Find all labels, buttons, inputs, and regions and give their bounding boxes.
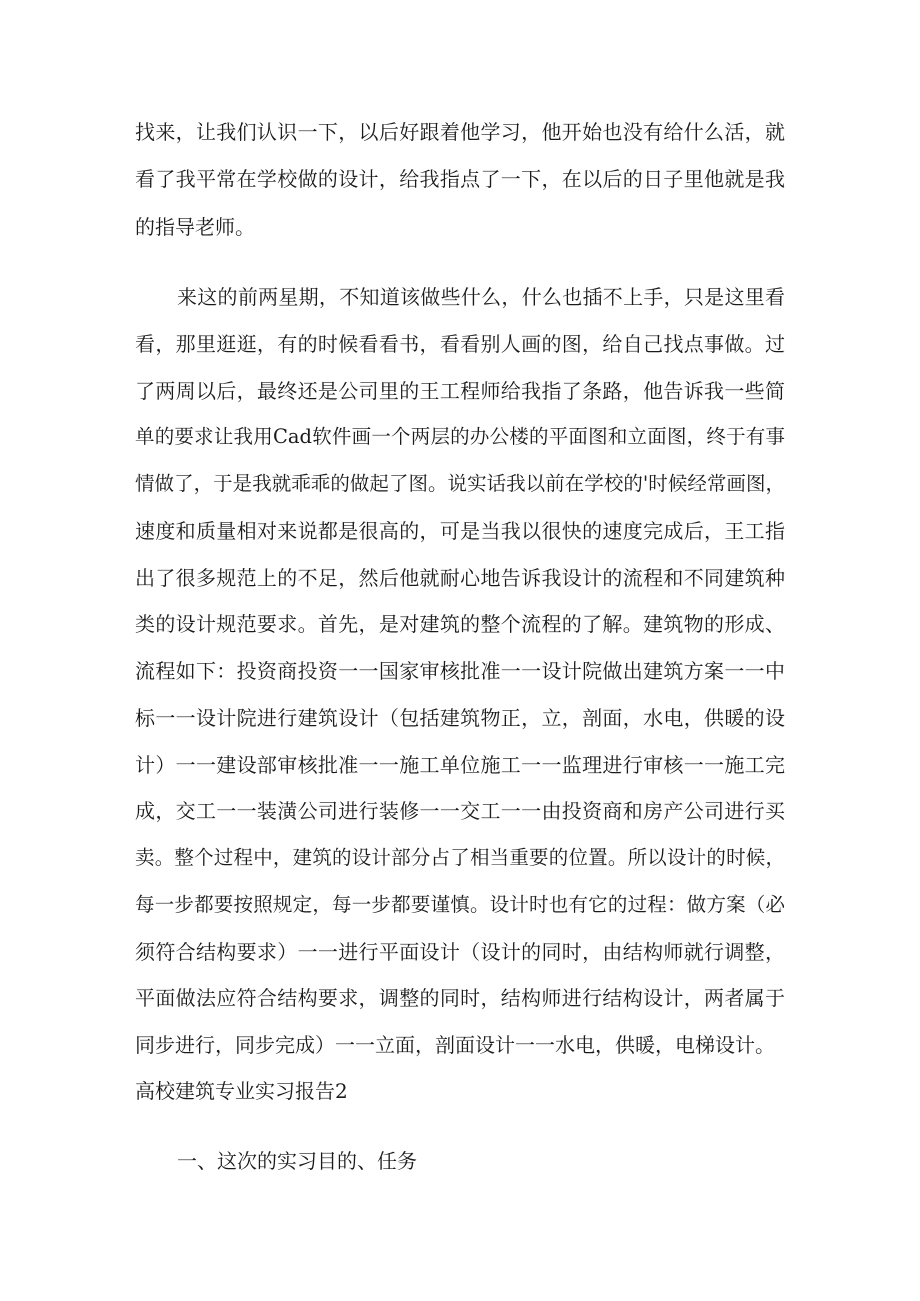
paragraph-2-line-13: 卖。整个过程中，建筑的设计部分占了相当重要的位置。所以设计的时候，	[135, 846, 785, 869]
paragraph-2-line-4: 单的要求让我用Cad软件画一个两层的办公楼的平面图和立面图，终于有事	[135, 425, 785, 448]
paragraph-2-line-3: 了两周以后，最终还是公司里的王工程师给我指了条路，他告诉我一些简	[135, 379, 785, 403]
paragraph-2-line-2: 看，那里逛逛，有的时候看看书，看看别人画的图，给自己找点事做。过	[135, 332, 785, 356]
paragraph-2-line-8: 类的设计规范要求。首先，是对建筑的整个流程的了解。建筑物的形成、	[135, 612, 785, 636]
section-title: 一、这次的实习目的、任务	[177, 1149, 417, 1173]
paragraph-2-line-11: 计）一一建设部审核批准一一施工单位施工一一监理进行审核一一施工完	[135, 753, 785, 777]
paragraph-2-line-5: 情做了，于是我就乖乖的做起了图。说实话我以前在学校的'时候经常画图，	[135, 472, 785, 495]
paragraph-2-line-7: 出了很多规范上的不足，然后他就耐心地告诉我设计的流程和不同建筑种	[135, 566, 785, 590]
paragraph-2-line-6: 速度和质量相对来说都是很高的，可是当我以很快的速度完成后，王工指	[135, 519, 785, 543]
paragraph-2-line-10: 标一一设计院进行建筑设计（包括建筑物正，立，剖面，水电，供暖的设	[135, 706, 785, 730]
paragraph-1-line-3: 的指导老师。	[135, 215, 255, 239]
paragraph-1-line-2: 看了我平常在学校做的设计，给我指点了一下，在以后的日子里他就是我	[135, 167, 785, 191]
paragraph-2-line-17: 同步进行，同步完成）一一立面，剖面设计一一水电，供暖，电梯设计。	[135, 1033, 775, 1057]
paragraph-2-line-16: 平面做法应符合结构要求，调整的同时，结构师进行结构设计，两者属于	[135, 986, 785, 1010]
paragraph-2-line-12: 成，交工一一装潢公司进行装修一一交工一一由投资商和房产公司进行买	[135, 799, 785, 823]
paragraph-2-line-1: 来这的前两星期，不知道该做些什么，什么也插不上手，只是这里看	[177, 285, 785, 309]
paragraph-1-line-1: 找来，让我们认识一下，以后好跟着他学习，他开始也没有给什么活，就	[135, 120, 785, 144]
document-heading: 高校建筑专业实习报告2	[135, 1079, 348, 1103]
paragraph-2-line-9: 流程如下：投资商投资一一国家审核批准一一设计院做出建筑方案一一中	[135, 659, 785, 683]
paragraph-2-line-14: 每一步都要按照规定，每一步都要谨慎。设计时也有它的过程：做方案（必	[135, 893, 785, 916]
paragraph-2-line-15: 须符合结构要求）一一进行平面设计（设计的同时，由结构师就行调整，	[135, 940, 785, 964]
